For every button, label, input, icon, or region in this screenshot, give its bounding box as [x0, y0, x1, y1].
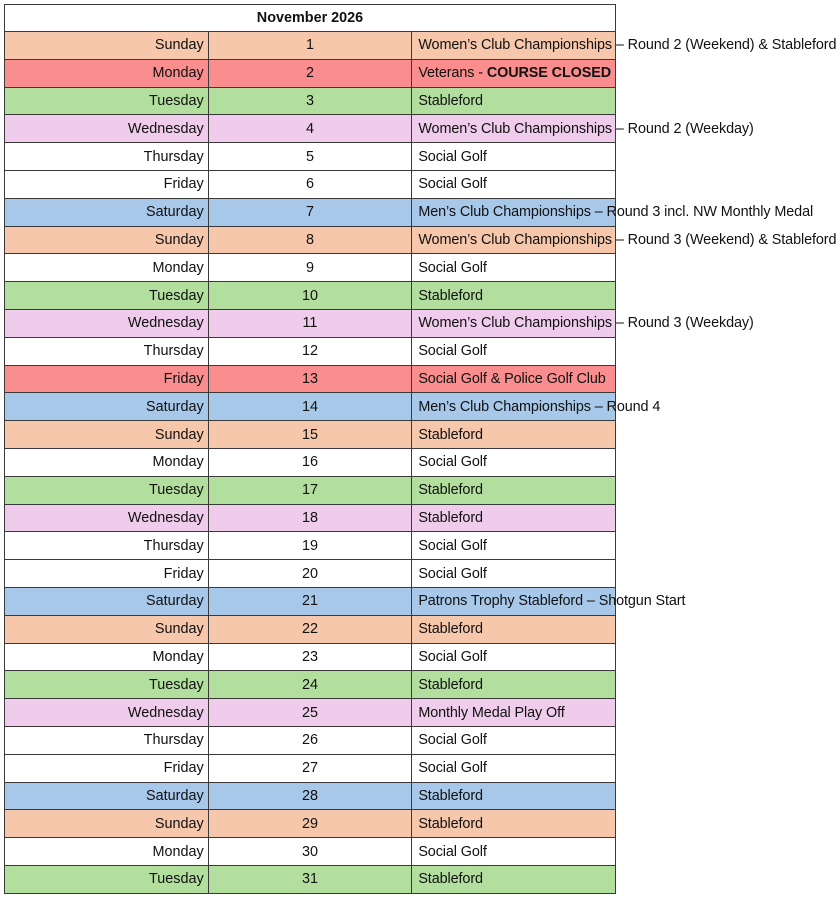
event-cell: [412, 782, 616, 810]
table-row: [5, 226, 616, 254]
date-cell: 15: [208, 421, 412, 449]
event-text: Women’s Club Championships – Round 2 (Weekday): [418, 120, 754, 137]
event-text: Social Golf: [418, 760, 487, 777]
date-cell: 3: [208, 87, 412, 115]
event-cell: [412, 448, 616, 476]
table-row: [5, 560, 616, 588]
event-text: Stableford: [418, 871, 483, 888]
table-row: [5, 282, 616, 310]
event-text: Women’s Club Championships – Round 2 (Weekend) & Stableford: [418, 37, 836, 54]
day-cell: Monday: [5, 838, 209, 866]
date-cell: 5: [208, 143, 412, 171]
day-cell: Sunday: [5, 226, 209, 254]
event-text: Social Golf: [418, 343, 487, 360]
day-cell: Sunday: [5, 421, 209, 449]
day-cell: Saturday: [5, 198, 209, 226]
table-row: [5, 393, 616, 421]
date-cell: 8: [208, 226, 412, 254]
event-text: Stableford: [418, 426, 483, 443]
table-header-row: [5, 5, 616, 32]
event-cell: [412, 699, 616, 727]
day-cell: Monday: [5, 643, 209, 671]
event-text: Social Golf & Police Golf Club: [418, 370, 606, 387]
event-text: Stableford: [418, 815, 483, 832]
date-cell: 27: [208, 754, 412, 782]
date-cell: 24: [208, 671, 412, 699]
table-row: [5, 865, 616, 893]
day-cell: Sunday: [5, 32, 209, 60]
day-cell: Friday: [5, 170, 209, 198]
event-cell: [412, 587, 686, 615]
table-row: [5, 32, 616, 60]
day-cell: Thursday: [5, 726, 209, 754]
day-cell: Monday: [5, 254, 209, 282]
event-text: Social Golf: [418, 843, 487, 860]
date-cell: 13: [208, 365, 412, 393]
table-row: [5, 782, 616, 810]
event-cell: [412, 838, 616, 866]
table-row: [5, 59, 616, 87]
day-cell: Tuesday: [5, 865, 209, 893]
day-cell: Wednesday: [5, 115, 209, 143]
date-cell: 29: [208, 810, 412, 838]
event-cell: [412, 810, 616, 838]
event-cell: [412, 393, 661, 421]
table-row: [5, 421, 616, 449]
day-cell: Saturday: [5, 587, 209, 615]
day-cell: Tuesday: [5, 476, 209, 504]
event-cell: [412, 726, 616, 754]
event-cell: [412, 32, 836, 60]
date-cell: 9: [208, 254, 412, 282]
date-cell: 7: [208, 198, 412, 226]
date-cell: 11: [208, 309, 412, 337]
date-cell: 12: [208, 337, 412, 365]
event-cell: [412, 337, 616, 365]
date-cell: 10: [208, 282, 412, 310]
table-row: [5, 754, 616, 782]
event-cell: [412, 560, 616, 588]
event-cell: [412, 170, 616, 198]
day-cell: Friday: [5, 365, 209, 393]
day-cell: Friday: [5, 560, 209, 588]
table-row: [5, 448, 616, 476]
table-row: [5, 254, 616, 282]
event-cell: [412, 282, 616, 310]
event-cell: [412, 754, 616, 782]
event-cell: [412, 865, 616, 893]
day-cell: Tuesday: [5, 282, 209, 310]
date-cell: 22: [208, 615, 412, 643]
event-text: Social Golf: [418, 176, 487, 193]
event-emphasis-text: COURSE CLOSED: [486, 65, 612, 82]
day-cell: Wednesday: [5, 699, 209, 727]
event-text: Veterans -: [418, 65, 487, 82]
event-text: Women’s Club Championships – Round 3 (Weekday): [418, 315, 754, 332]
day-cell: Wednesday: [5, 309, 209, 337]
table-row: [5, 643, 616, 671]
date-cell: 30: [208, 838, 412, 866]
date-cell: 6: [208, 170, 412, 198]
date-cell: 25: [208, 699, 412, 727]
day-cell: Tuesday: [5, 671, 209, 699]
table-row: [5, 87, 616, 115]
event-cell: [412, 615, 616, 643]
table-row: [5, 143, 616, 171]
event-text: Stableford: [418, 92, 483, 109]
day-cell: Thursday: [5, 532, 209, 560]
event-cell: [412, 254, 616, 282]
event-cell: [412, 365, 616, 393]
event-text: Stableford: [418, 509, 483, 526]
event-cell: [412, 476, 616, 504]
date-cell: 14: [208, 393, 412, 421]
date-cell: 16: [208, 448, 412, 476]
calendar-table: [4, 4, 836, 894]
event-text: Social Golf: [418, 259, 487, 276]
event-cell: [412, 59, 616, 87]
table-row: [5, 115, 616, 143]
event-text: Social Golf: [418, 148, 487, 165]
event-cell: [412, 643, 616, 671]
date-cell: 20: [208, 560, 412, 588]
event-cell: [412, 309, 754, 337]
event-cell: [412, 671, 616, 699]
event-cell: [412, 504, 616, 532]
table-row: [5, 587, 616, 615]
event-text: Social Golf: [418, 454, 487, 471]
table-row: [5, 309, 616, 337]
date-cell: 28: [208, 782, 412, 810]
table-row: [5, 504, 616, 532]
event-cell: [412, 198, 814, 226]
event-text: Social Golf: [418, 732, 487, 749]
month-title: November 2026: [5, 5, 616, 32]
table-row: [5, 615, 616, 643]
date-cell: 31: [208, 865, 412, 893]
calendar-body: [5, 32, 836, 894]
date-cell: 1: [208, 32, 412, 60]
event-cell: [412, 532, 616, 560]
event-cell: [412, 421, 616, 449]
event-text: Patrons Trophy Stableford – Shotgun Start: [418, 593, 686, 610]
date-cell: 19: [208, 532, 412, 560]
day-cell: Wednesday: [5, 504, 209, 532]
day-cell: Saturday: [5, 393, 209, 421]
table-row: [5, 476, 616, 504]
event-text: Stableford: [418, 482, 483, 499]
day-cell: Monday: [5, 448, 209, 476]
event-text: Social Golf: [418, 537, 487, 554]
day-cell: Monday: [5, 59, 209, 87]
day-cell: Sunday: [5, 615, 209, 643]
event-cell: [412, 226, 836, 254]
table-row: [5, 810, 616, 838]
table-row: [5, 532, 616, 560]
date-cell: 4: [208, 115, 412, 143]
day-cell: Sunday: [5, 810, 209, 838]
event-text: Women’s Club Championships – Round 3 (Weekend) & Stableford: [418, 231, 836, 248]
day-cell: Saturday: [5, 782, 209, 810]
table-row: [5, 365, 616, 393]
day-cell: Thursday: [5, 143, 209, 171]
date-cell: 18: [208, 504, 412, 532]
table-row: [5, 726, 616, 754]
date-cell: 26: [208, 726, 412, 754]
event-cell: [412, 115, 754, 143]
date-cell: 2: [208, 59, 412, 87]
day-cell: Thursday: [5, 337, 209, 365]
event-text: Social Golf: [418, 565, 487, 582]
table-row: [5, 198, 616, 226]
event-text: Stableford: [418, 676, 483, 693]
table-row: [5, 337, 616, 365]
event-text: Monthly Medal Play Off: [418, 704, 565, 721]
date-cell: 23: [208, 643, 412, 671]
event-text: Social Golf: [418, 648, 487, 665]
event-text: Men’s Club Championships – Round 3 incl. NW Monthly Medal: [418, 204, 814, 221]
calendar-document: [4, 4, 836, 894]
event-cell: [412, 143, 616, 171]
date-cell: 21: [208, 587, 412, 615]
day-cell: Tuesday: [5, 87, 209, 115]
table-row: [5, 838, 616, 866]
day-cell: Friday: [5, 754, 209, 782]
event-text: Stableford: [418, 787, 483, 804]
date-cell: 17: [208, 476, 412, 504]
event-text: Men’s Club Championships – Round 4: [418, 398, 661, 415]
table-row: [5, 699, 616, 727]
table-row: [5, 671, 616, 699]
event-text: Stableford: [418, 287, 483, 304]
table-row: [5, 170, 616, 198]
event-text: Stableford: [418, 621, 483, 638]
event-cell: [412, 87, 616, 115]
